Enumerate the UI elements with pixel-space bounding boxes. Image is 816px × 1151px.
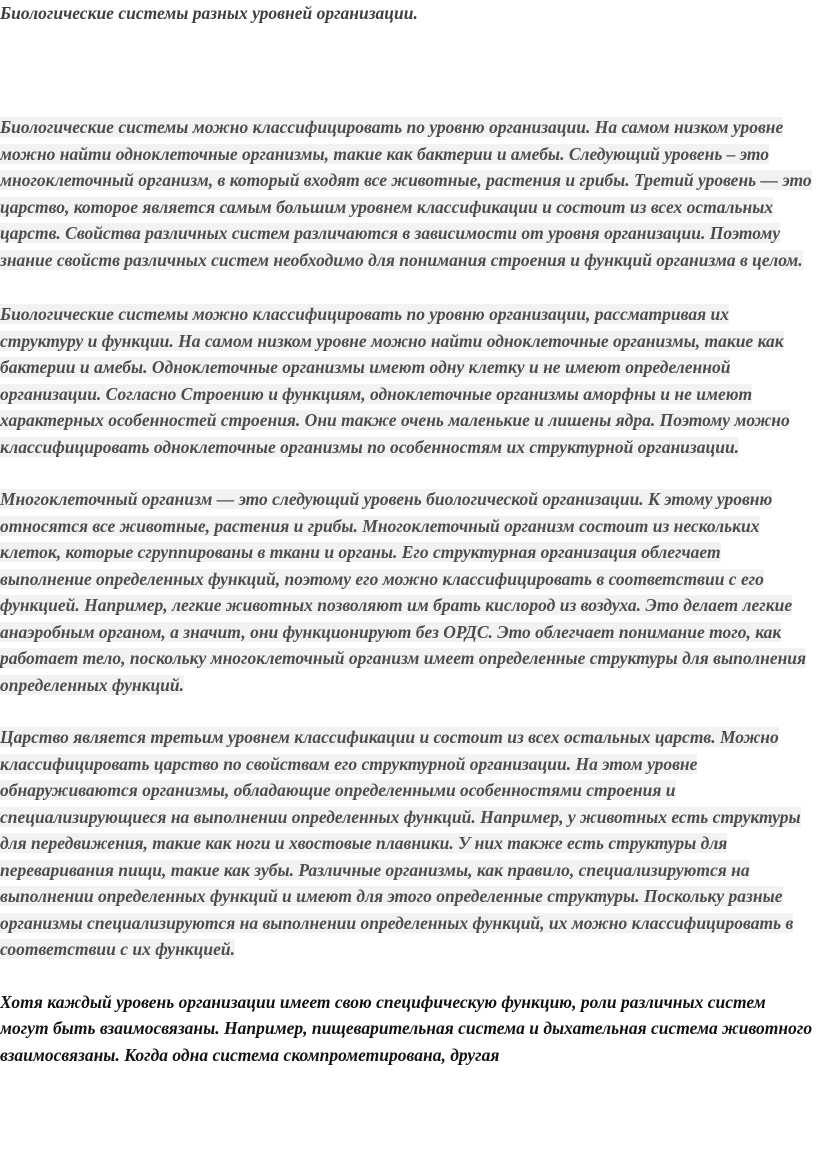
- paragraph-2-text: Биологические системы можно классифицировать по уровню организации, рассматривая их структуру и функции. На самом низком уровне можно найти одноклеточные организмы, такие как бактерии и амебы. Одноклеточные организмы имеют одну клетку и не имеют определенной организации. Согласно Строению и функциям, одноклеточные организмы аморфны и не имеют характерных особенностей строения. Они также очень маленькие и лишены ядра. Поэтому можно классифицировать одноклеточные организмы по особенностям их структурной организации.: [0, 304, 790, 457]
- document-title: Биологические системы разных уровней организации.: [0, 3, 418, 23]
- paragraph-5-text: Хотя каждый уровень организации имеет свою специфическую функцию, роли различных систем могут быть взаимосвязаны. Например, пищеварительная система и дыхательная система животного взаимосвязаны. Когда одна система скомпрометирована, другая: [0, 991, 813, 1065]
- paragraph-4-text: Царство является третьим уровнем классификации и состоит из всех остальных царств. Можно классифицировать царство по свойствам его структурной организации. На этом уровне обнаруживаются организмы, обладающие определенными особенностями строения и специализирующиеся на выполнении определенных функций. Например, у животных есть структуры для передвижения, такие как ноги и хвостовые плавники. У них также есть структуры для переваривания пищи, такие как зубы. Различные организмы, как правило, специализируются на выполнении определенных функций и имеют для этого определенные структуры. Поскольку разные организмы специализируются на выполнении определенных функций, их можно классифицировать в соответствии с их функцией.: [0, 727, 801, 959]
- paragraph-1-text: Биологические системы можно классифицировать по уровню организации. На самом низком уровне можно найти одноклеточные организмы, такие как бактерии и амебы. Следующий уровень – это многоклеточный организм, в который входят все животные, растения и грибы. Третий уровень — это царство, которое является самым большим уровнем классификации и состоит из всех остальных царств. Свойства различных систем различаются в зависимости от уровня организации. Поэтому знание свойств различных систем необходимо для понимания строения и функций организма в целом.: [0, 117, 812, 270]
- paragraph-5: [0, 989, 816, 1069]
- paragraph-2: [0, 301, 816, 460]
- paragraph-1: [0, 114, 816, 273]
- paragraph-4: [0, 724, 816, 963]
- paragraph-3: [0, 486, 816, 698]
- paragraph-3-text: Многоклеточный организм — это следующий уровень биологической организации. К этому уровню относятся все животные, растения и грибы. Многоклеточный организм состоит из нескольких клеток, которые сгруппированы в ткани и органы. Его структурная организация облегчает выполнение определенных функций, поэтому его можно классифицировать в соответствии с его функцией. Например, легкие животных позволяют им брать кислород из воздуха. Это делает легкие анаэробным органом, а значит, они функционируют без ОРДС. Это облегчает понимание того, как работает тело, поскольку многоклеточный организм имеет определенные структуры для выполнения определенных функций.: [0, 489, 807, 695]
